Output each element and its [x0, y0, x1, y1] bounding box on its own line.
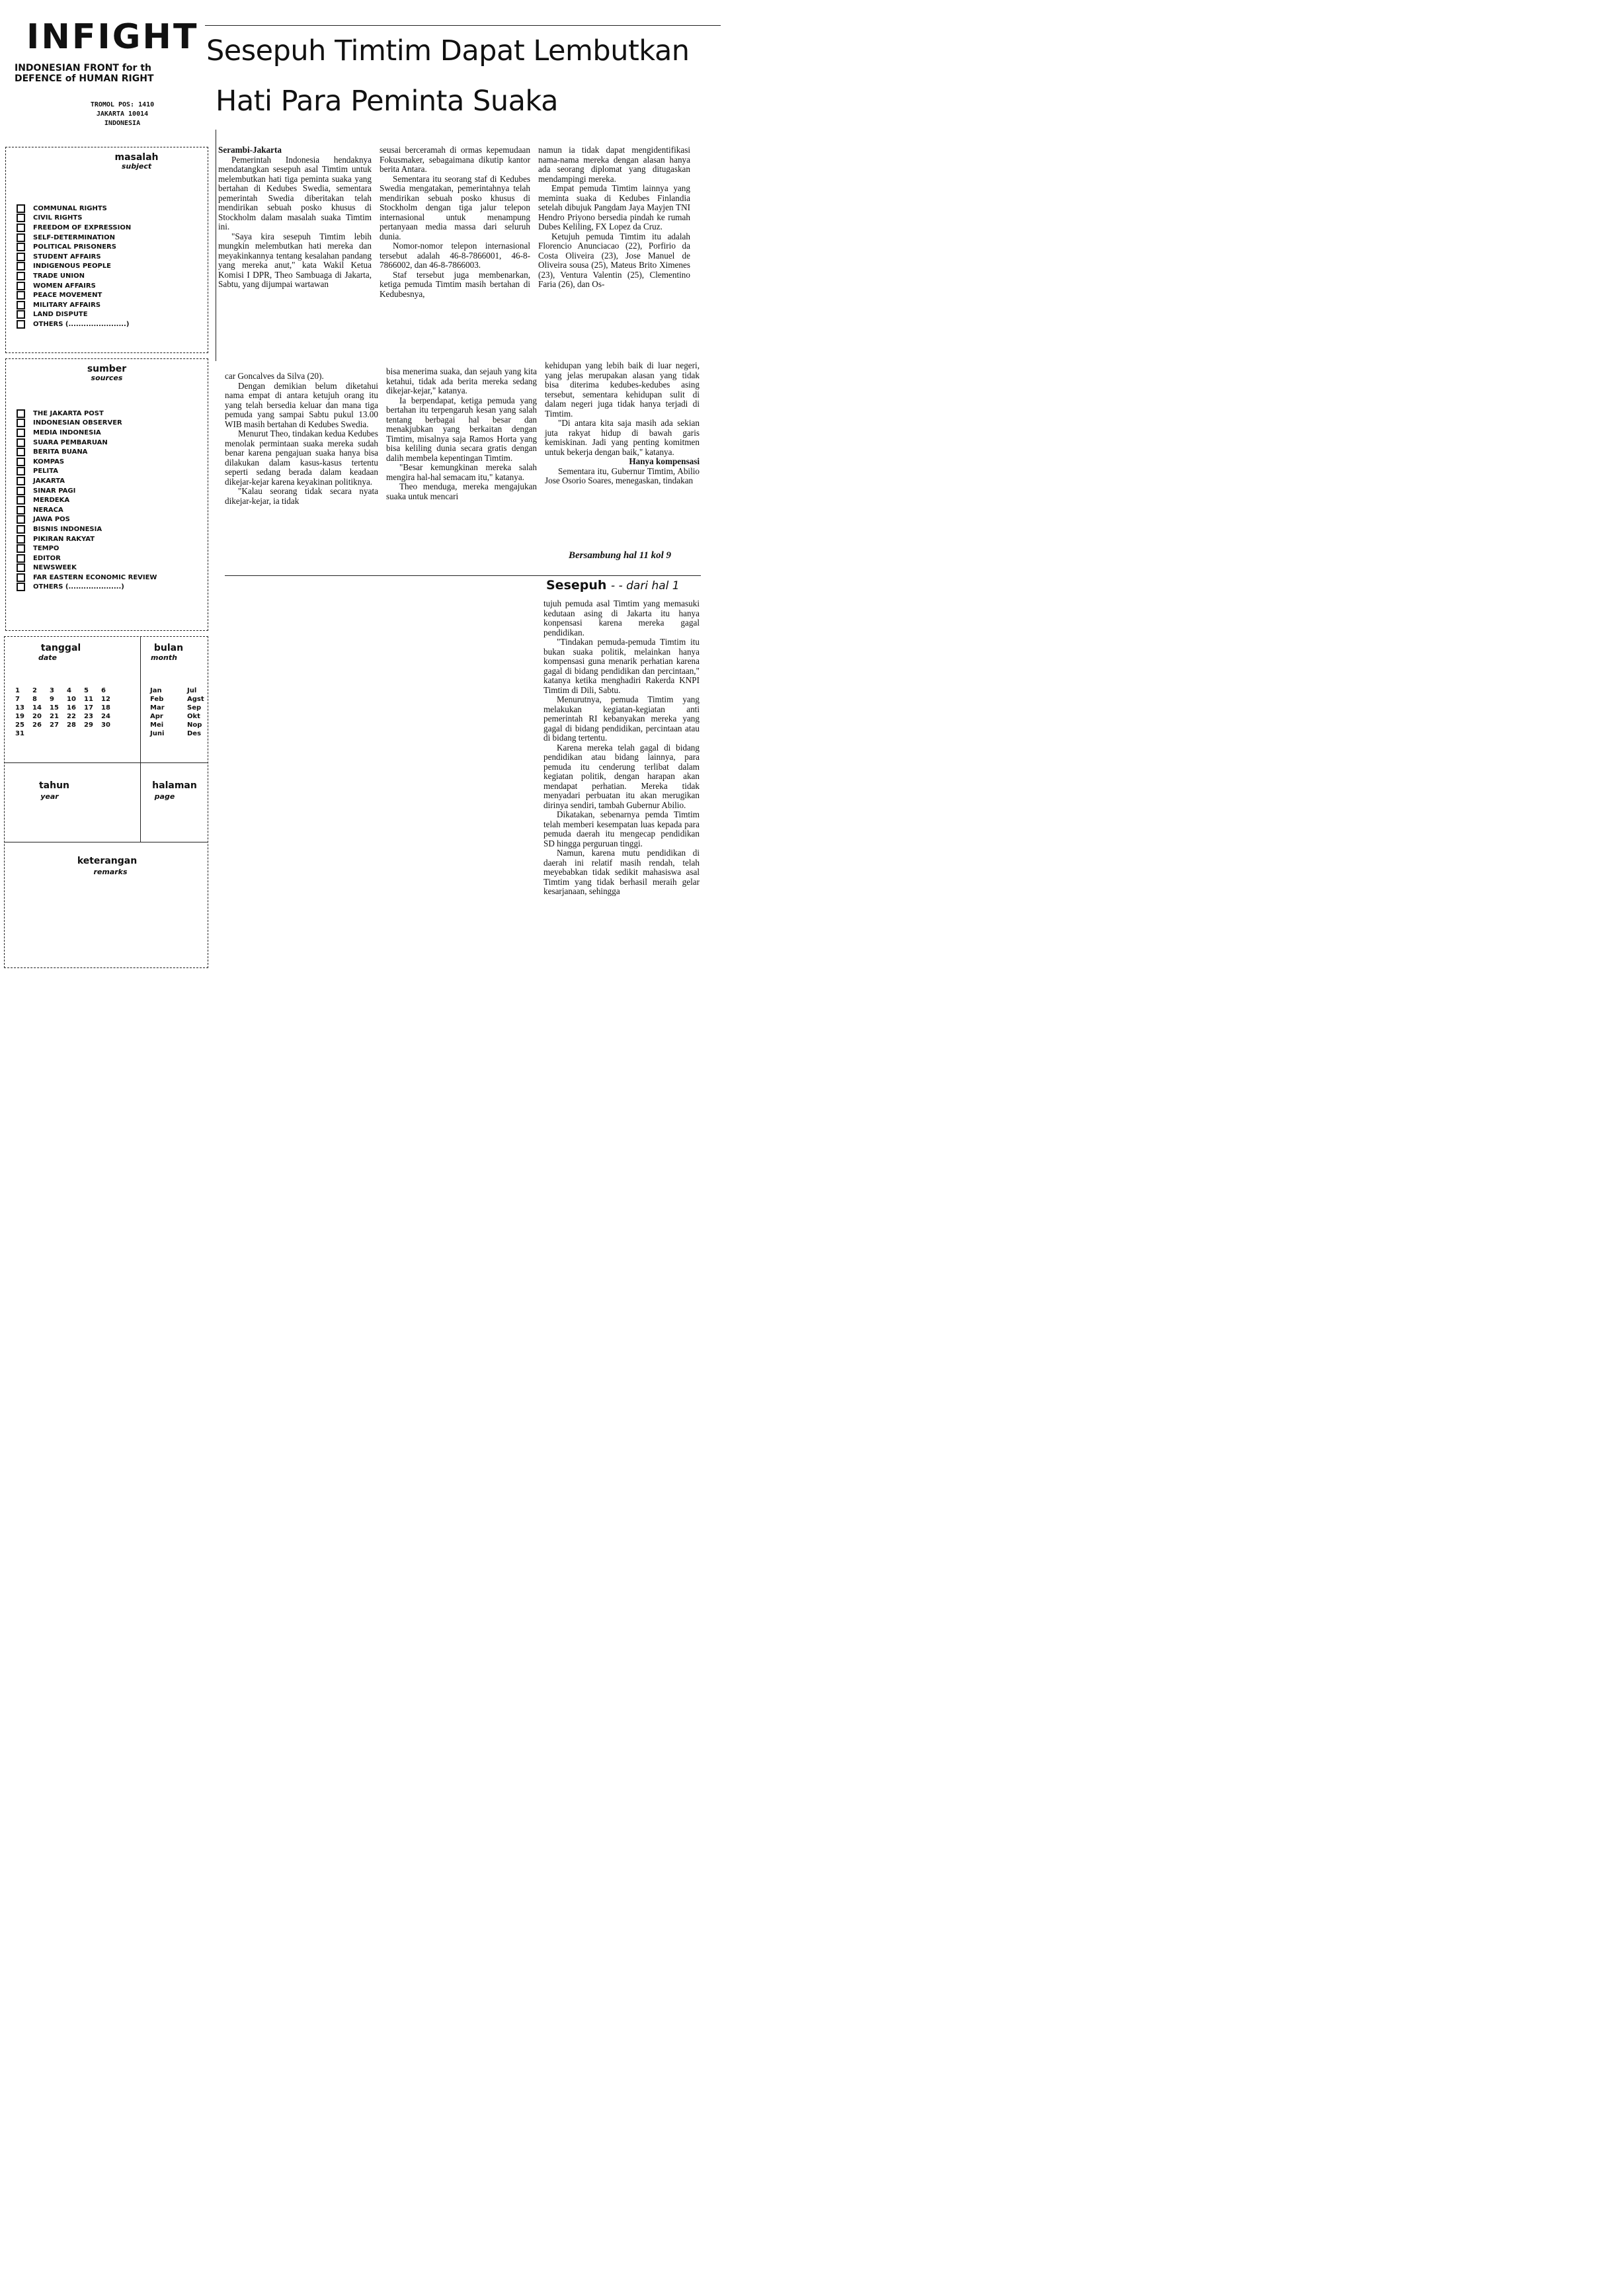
month-grid: [150, 687, 214, 737]
checklist-item[interactable]: KOMPAS: [17, 457, 208, 467]
checkbox-icon[interactable]: [17, 409, 25, 418]
checklist-item[interactable]: FAR EASTERN ECONOMIC REVIEW: [17, 573, 208, 583]
address-line2: JAKARTA 10014: [96, 110, 149, 118]
checkbox-icon[interactable]: [17, 506, 25, 514]
checkbox-icon[interactable]: [17, 310, 25, 319]
checklist-item[interactable]: SELF-DETERMINATION: [17, 233, 208, 243]
checklist-item[interactable]: JAKARTA: [17, 476, 208, 486]
paragraph: "Saya kira sesepuh Timtim lebih mungkin melembutkan hati mereka dan meyakinkannya tentang kesalahan pandang yang mereka anut," kata Wakil Ketua Komisi I DPR, Theo Sambuaga di Jakarta, Sabtu, yang dijumpai wartawan: [218, 231, 372, 289]
day-cell[interactable]: 14: [32, 704, 42, 712]
day-cell[interactable]: 28: [67, 721, 76, 729]
checkbox-icon[interactable]: [17, 583, 25, 591]
day-cell[interactable]: 7: [15, 696, 20, 703]
checklist-item[interactable]: OTHERS (.......................): [17, 319, 208, 329]
paragraph: Dengan demikian belum diketahui nama empat di antara ketujuh orang itu yang telah bersedia keluar dan mana tiga pemuda yang sampai Sabtu pukul 13.00 WIB masih bertahan di Kedubes Swedia.: [225, 380, 378, 429]
day-cell[interactable]: 21: [50, 713, 59, 720]
continued-note: Bersambung hal 11 kol 9: [569, 550, 672, 561]
day-cell[interactable]: 22: [67, 713, 76, 720]
checkbox-icon[interactable]: [17, 224, 25, 232]
checkbox-icon[interactable]: [17, 554, 25, 563]
article-bottom-rule: [225, 575, 701, 576]
subject-box-title: masalah: [114, 152, 159, 163]
tanggal-label: tanggal: [40, 643, 81, 653]
checkbox-icon[interactable]: [17, 272, 25, 280]
continuation-heading: [546, 578, 680, 593]
day-cell[interactable]: 10: [67, 696, 76, 703]
checkbox-icon[interactable]: [17, 496, 25, 505]
checkbox-icon[interactable]: [17, 535, 25, 544]
bulan-label: bulan: [153, 643, 184, 653]
paragraph: seusai berceramah di ormas kepemudaan Fokusmaker, sebagaimana dikutip kantor berita Antara.: [380, 145, 530, 174]
paragraph: Dikatakan, sebenarnya pemda Timtim telah memberi kesempatan luas kepada para pemuda daerah itu mengecap pendidikan SD hingga perguruan tinggi.: [543, 809, 700, 848]
checkbox-icon[interactable]: [17, 243, 25, 251]
date-box-divider: [140, 637, 141, 762]
checkbox-icon[interactable]: [17, 563, 25, 572]
date-box-rule: [5, 762, 208, 763]
day-cell[interactable]: 6: [101, 687, 106, 694]
headline-line1: Sesepuh Timtim Dapat Lembutkan: [206, 34, 690, 67]
continuation-column: [543, 599, 700, 897]
checklist-item[interactable]: EDITOR: [17, 554, 208, 563]
paragraph: "Besar kemungkinan mereka salah mengira hal-hal semacam itu," katanya.: [386, 462, 537, 482]
paragraph: Sementara itu seorang staf di Kedubes Swedia mengatakan, pemerintahnya telah mendirikan sebuah posko khusus di Stockholm dengan tiga jalur telepon internasional untuk menampung pertanyaan media massa dari seluruh dunia.: [380, 173, 530, 241]
checklist-item[interactable]: STUDENT AFFAIRS: [17, 252, 208, 262]
checklist-item[interactable]: NEWSWEEK: [17, 563, 208, 573]
subject-box: [5, 147, 208, 353]
checklist-item[interactable]: MILITARY AFFAIRS: [17, 300, 208, 310]
article-column-1: [218, 145, 372, 290]
checkbox-icon[interactable]: [17, 467, 25, 475]
month-cell[interactable]: Jan: [150, 687, 162, 694]
paragraph: Ia berpendapat, ketiga pemuda yang bertahan itu terpengaruh kesan yang salah tentang berbagai hal besar dan menakjubkan yang berkaitan dengan Timtim, misalnya saja Ramos Horta yang bisa keliling dunia secara gratis dengan dalih membela kepentingan Timtim.: [386, 395, 537, 463]
paragraph: "Di antara kita saja masih ada sekian juta rakyat hidup di bawah garis kemiskinan. Jadi yang penting komitmen untuk bekerja dengan baik," katanya.: [545, 418, 700, 457]
day-cell[interactable]: 31: [15, 730, 24, 737]
paragraph: Nomor-nomor telepon internasional tersebut adalah 46-8-7866001, 46-8-7866002, dan 46-8-7866003.: [380, 241, 530, 270]
article-column-3: [538, 145, 690, 290]
checklist-item[interactable]: OTHERS (.....................): [17, 583, 208, 593]
sources-box-title: sumber: [87, 364, 127, 374]
paragraph: tujuh pemuda asal Timtim yang memasuki kedutaan asing di Jakarta itu hanya konpensasi karena mereka gagal pendidikan.: [543, 598, 700, 637]
month-cell[interactable]: Feb: [150, 696, 164, 703]
checkbox-icon[interactable]: [17, 233, 25, 242]
paragraph: bisa menerima suaka, dan sejauh yang kita ketahui, tidak ada berita mereka sedang dikejar-kejar," katanya.: [386, 366, 537, 395]
keterangan-sublabel: remarks: [93, 868, 128, 876]
month-cell[interactable]: Nop: [187, 721, 202, 729]
day-cell[interactable]: 18: [101, 704, 110, 712]
checklist-item[interactable]: INDONESIAN OBSERVER: [17, 419, 208, 429]
paragraph: kehidupan yang lebih baik di luar negeri, yang jelas merupakan alasan yang tidak bisa diterima kedubes-kedubes asing tersebut, sementara kehidupan sulit di dalam negeri juga tidak hanya terjadi di Timtim.: [545, 360, 700, 419]
checklist-item[interactable]: FREEDOM OF EXPRESSION: [17, 223, 208, 233]
checklist-item[interactable]: COMMUNAL RIGHTS: [17, 204, 208, 214]
checklist-item[interactable]: INDIGENOUS PEOPLE: [17, 262, 208, 272]
checklist-item[interactable]: BERITA BUANA: [17, 447, 208, 457]
article-column-2: [380, 145, 530, 299]
sources-box-subtitle: sources: [91, 374, 123, 382]
month-cell[interactable]: Agst: [187, 696, 204, 703]
day-cell[interactable]: 12: [101, 696, 110, 703]
checkbox-icon[interactable]: [17, 487, 25, 495]
paragraph: Staf tersebut juga membenarkan, ketiga pemuda Timtim masih bertahan di Kedubesnya,: [380, 269, 530, 299]
article-column-5: [386, 367, 537, 501]
day-cell[interactable]: 20: [32, 713, 42, 720]
paragraph: namun ia tidak dapat mengidentifikasi nama-nama mereka dengan alasan hanya ada seorang diplomat yang ditugaskan mendampingi mereka.: [538, 145, 690, 184]
day-cell[interactable]: 11: [84, 696, 93, 703]
checklist-item[interactable]: THE JAKARTA POST: [17, 409, 208, 419]
subheading: Hanya kompensasi: [629, 456, 700, 466]
month-cell[interactable]: Apr: [150, 713, 163, 720]
day-cell[interactable]: 5: [84, 687, 89, 694]
article-column-4: [225, 372, 378, 506]
checklist-item[interactable]: POLITICAL PRISONERS: [17, 242, 208, 252]
sources-checklist: [6, 409, 208, 592]
day-cell[interactable]: 1: [15, 687, 20, 694]
checkbox-icon[interactable]: [17, 438, 25, 447]
checklist-item[interactable]: MEDIA INDONESIA: [17, 428, 208, 438]
subject-box-subtitle: subject: [121, 162, 152, 171]
checkbox-icon[interactable]: [17, 262, 25, 270]
checkbox-icon[interactable]: [17, 282, 25, 290]
date-box: [4, 636, 208, 968]
month-cell[interactable]: Jul: [187, 687, 197, 694]
tahun-label: tahun: [38, 780, 70, 791]
checklist-item[interactable]: SUARA PEMBARUAN: [17, 438, 208, 448]
checklist-item[interactable]: PIKIRAN RAKYAT: [17, 534, 208, 544]
day-cell[interactable]: 23: [84, 713, 93, 720]
sources-box: [5, 358, 208, 631]
paragraph: Menurutnya, pemuda Timtim yang melakukan kegiatan-kegiatan anti pemerintah RI kebanyakan mereka yang gagal di bidang pendidikan, percintaan atau di bidang tertentu.: [543, 694, 700, 743]
paragraph: "Tindakan pemuda-pemuda Timtim itu bukan suaka politik, melainkan hanya kompensasi guna menarik perhatian karena gagal di bidang pendidikan dan percintaan," katanya ketika menghadiri Rakerda KNPI Timtim di Dili, Sabtu.: [543, 637, 700, 695]
checklist-item[interactable]: SINAR PAGI: [17, 486, 208, 496]
day-cell[interactable]: 4: [67, 687, 71, 694]
day-cell[interactable]: 9: [50, 696, 54, 703]
halaman-label: halaman: [152, 780, 197, 791]
checkbox-icon[interactable]: [17, 525, 25, 534]
bulan-sublabel: month: [151, 653, 177, 662]
checklist-item[interactable]: WOMEN AFFAIRS: [17, 281, 208, 291]
day-cell[interactable]: 16: [67, 704, 76, 712]
day-cell[interactable]: 3: [50, 687, 54, 694]
day-cell[interactable]: 24: [101, 713, 110, 720]
paragraph: car Goncalves da Silva (20).: [225, 371, 324, 381]
day-cell[interactable]: 15: [50, 704, 59, 712]
paragraph: Theo menduga, mereka mengajukan suaka untuk mencari: [386, 481, 537, 501]
article-column-6: [545, 361, 700, 486]
checkbox-icon[interactable]: [17, 544, 25, 553]
day-cell[interactable]: 30: [101, 721, 110, 729]
checkbox-icon[interactable]: [17, 253, 25, 261]
day-cell[interactable]: 8: [32, 696, 37, 703]
checklist-item[interactable]: BISNIS INDONESIA: [17, 524, 208, 534]
checklist-item[interactable]: TRADE UNION: [17, 271, 208, 281]
day-cell[interactable]: 26: [32, 721, 42, 729]
month-cell[interactable]: Des: [187, 730, 202, 737]
paragraph: Ketujuh pemuda Timtim itu adalah Florencio Anunciacao (22), Porfirio da Costa Oliveira (23), Jose Manuel de Oliveira sousa (25), Mateus Brito Ximenes (23), Ventura Valentin (25), Clementino Faria (26), dan Os-: [538, 231, 690, 289]
continuation-heading-bold: Sesepuh: [546, 578, 607, 593]
month-cell[interactable]: Okt: [187, 713, 200, 720]
checklist-item[interactable]: MERDEKA: [17, 495, 208, 505]
checkbox-icon[interactable]: [17, 458, 25, 466]
address-line1: TROMOL POS: 1410: [90, 101, 155, 108]
paragraph: Pemerintah Indonesia hendaknya mendatangkan sesepuh asal Timtim untuk melembutkan hati tiga peminta suaka yang bertahan di Kedubes Swedia, sementara pemerintah Swedia diberitakan telah mendirikan sebuah posko khusus di Stockholm dalam masalah suaka Timtim ini.: [218, 154, 372, 231]
day-cell[interactable]: 13: [15, 704, 24, 712]
tahun-sublabel: year: [40, 792, 59, 801]
day-cell[interactable]: 19: [15, 713, 24, 720]
checkbox-icon[interactable]: [17, 204, 25, 213]
checkbox-icon[interactable]: [17, 214, 25, 222]
checkbox-icon[interactable]: [17, 477, 25, 485]
month-cell[interactable]: Mei: [150, 721, 164, 729]
day-cell[interactable]: 27: [50, 721, 59, 729]
paragraph: Menurut Theo, tindakan kedua Kedubes menolak permintaan suaka mereka sudah benar karena pengajuan suaka hanya bisa dilakukan dalam kasus-kasus tertentu seperti sedang berada dalam keadaan dikejar-kejar karena keyakinan politiknya.: [225, 429, 378, 487]
logo-subtitle-line1: INDONESIAN FRONT for th: [15, 63, 151, 73]
checkbox-icon[interactable]: [17, 515, 25, 524]
checklist-item[interactable]: PELITA: [17, 467, 208, 477]
day-grid: [15, 687, 118, 737]
day-cell[interactable]: 2: [32, 687, 37, 694]
day-cell[interactable]: 25: [15, 721, 24, 729]
address-line3: INDONESIA: [104, 120, 141, 127]
logo-subtitle-line2: DEFENCE of HUMAN RIGHT: [15, 73, 154, 84]
paragraph: Empat pemuda Timtim lainnya yang meminta suaka di Kedubes Finlandia setelah dibujuk Pangdam Jaya Mayjen TNI Hendro Priyono bersedia pindah ke rumah Dubes Keliling, FX Lopez da Cruz.: [538, 183, 690, 231]
paragraph: "Kalau seorang tidak secara nyata dikejar-kejar, ia tidak: [225, 486, 378, 506]
dateline: Serambi-Jakarta: [218, 145, 282, 155]
halaman-sublabel: page: [154, 792, 175, 801]
day-cell[interactable]: 29: [84, 721, 93, 729]
headline-top-rule: [205, 25, 721, 26]
checklist-item[interactable]: LAND DISPUTE: [17, 310, 208, 320]
checklist-item[interactable]: JAWA POS: [17, 515, 208, 525]
month-cell[interactable]: Sep: [187, 704, 202, 712]
paragraph: Karena mereka telah gagal di bidang pendidikan atau bidang lainnya, para pemuda itu cenderung terlibat dalam kegiatan politik, dengan harapan akan mendapat perhatian. Mereka tidak menyadari perbuatan itu akan merugikan dirinya sendiri, tambah Gubernur Abilio.: [543, 742, 700, 810]
checkbox-icon[interactable]: [17, 448, 25, 456]
paragraph: Sementara itu, Gubernur Timtim, Abilio Jose Osorio Soares, menegaskan, tindakan: [545, 466, 700, 485]
checkbox-icon[interactable]: [17, 291, 25, 300]
checklist-item[interactable]: CIVIL RIGHTS: [17, 214, 208, 224]
checklist-item[interactable]: TEMPO: [17, 544, 208, 554]
headline-line2: Hati Para Peminta Suaka: [216, 85, 558, 118]
month-cell[interactable]: Mar: [150, 704, 165, 712]
tanggal-sublabel: date: [38, 653, 57, 662]
checkbox-icon[interactable]: [17, 320, 25, 329]
checkbox-icon[interactable]: [17, 419, 25, 427]
checklist-item[interactable]: NERACA: [17, 505, 208, 515]
checkbox-icon[interactable]: [17, 573, 25, 582]
checkbox-icon[interactable]: [17, 429, 25, 437]
date-box-divider: [140, 762, 141, 842]
keterangan-label: keterangan: [77, 856, 138, 866]
checkbox-icon[interactable]: [17, 301, 25, 309]
continuation-heading-from: - - dari hal 1: [611, 579, 680, 593]
infight-logo: INFIGHT: [26, 17, 199, 57]
month-cell[interactable]: Juni: [150, 730, 165, 737]
paragraph: Namun, karena mutu pendidikan di daerah ini relatif masih rendah, telah meyebabkan tidak sedikit mahasiswa asal Timtim yang tidak berhasil meraih gelar kesarjanaan, sehingga: [543, 848, 700, 896]
day-cell[interactable]: 17: [84, 704, 93, 712]
subject-checklist: [6, 204, 208, 329]
checklist-item[interactable]: PEACE MOVEMENT: [17, 290, 208, 300]
